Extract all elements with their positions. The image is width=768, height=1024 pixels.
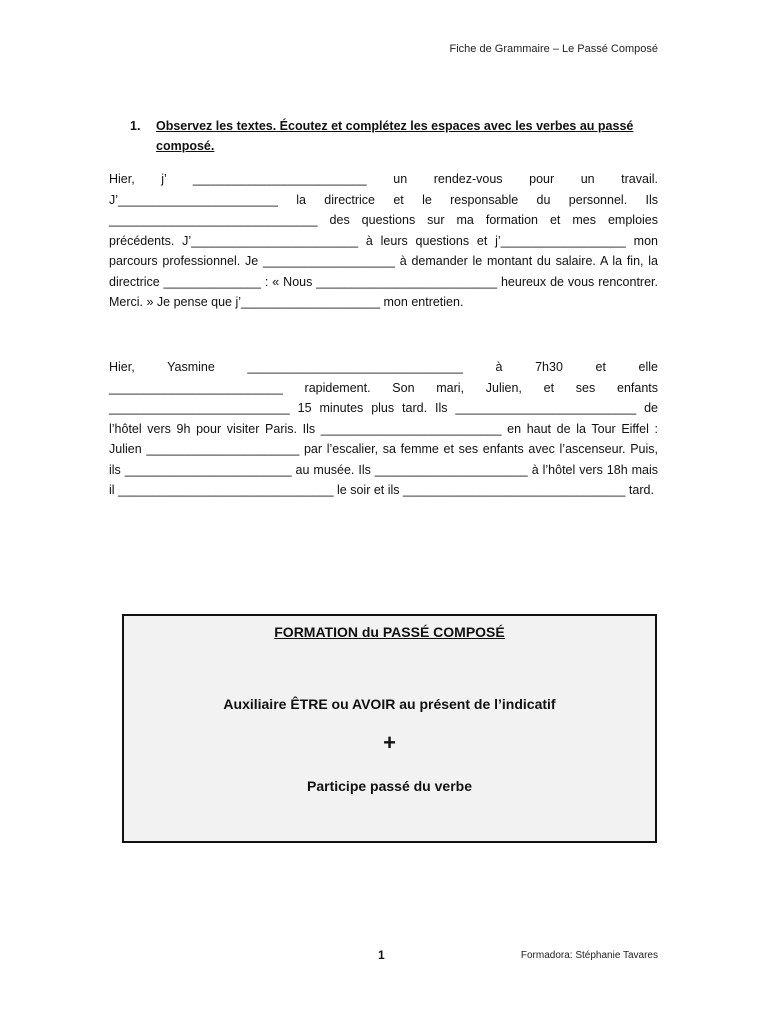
exercise-instruction [130,116,650,156]
page-number: 1 [378,948,385,962]
plus-sign: + [383,730,396,755]
formation-box [122,614,657,843]
exercise-instruction-text: Observez les textes. Écoutez et complétez les espaces avec les verbes au passé composé. [156,119,634,153]
fill-in-paragraph-1: Hier, j’ _________________________ un rendez-vous pour un travail. J’_______________________ la directrice et le responsable du personnel. Ils ______________________________ des questions sur ma formation et mes emploies précédents. J’________________________ à leurs questions et j’__________________ mon parcours professionnel. Je ___________________ à demander le montant du salaire. A la fin, la directrice ______________ : « Nous __________________________ heureux de vous rencontrer. Merci. » Je pense que j’____________________ mon entretien. [109,172,658,309]
formation-box-title: FORMATION du PASSÉ COMPOSÉ [274,624,505,640]
exercise-number: 1. [130,119,141,133]
footer-author: Formadora: Stéphanie Tavares [520,950,658,961]
formation-participle-line: Participe passé du verbe [307,778,472,794]
document-header: Fiche de Grammaire – Le Passé Composé [449,43,658,55]
fill-in-paragraph-2: Hier, Yasmine _______________________________ à 7h30 et elle _________________________ rapidement. Son mari, Julien, et ses enfants __________________________ 15 minutes plus tard. Ils __________________________ de l’hôtel vers 9h pour visiter Paris. Ils __________________________ en haut de la Tour Eiffel : Julien ______________________ par l’escalier, sa femme et ses enfants avec l’ascenseur. Puis, ils ________________________ au musée. Ils ______________________ à l’hôtel vers 18h mais il _______________________________ le soir et ils ________________________________ tard. [109,360,658,497]
formation-auxiliary-line: Auxiliaire ÊTRE ou AVOIR au présent de l’indicatif [223,696,556,712]
